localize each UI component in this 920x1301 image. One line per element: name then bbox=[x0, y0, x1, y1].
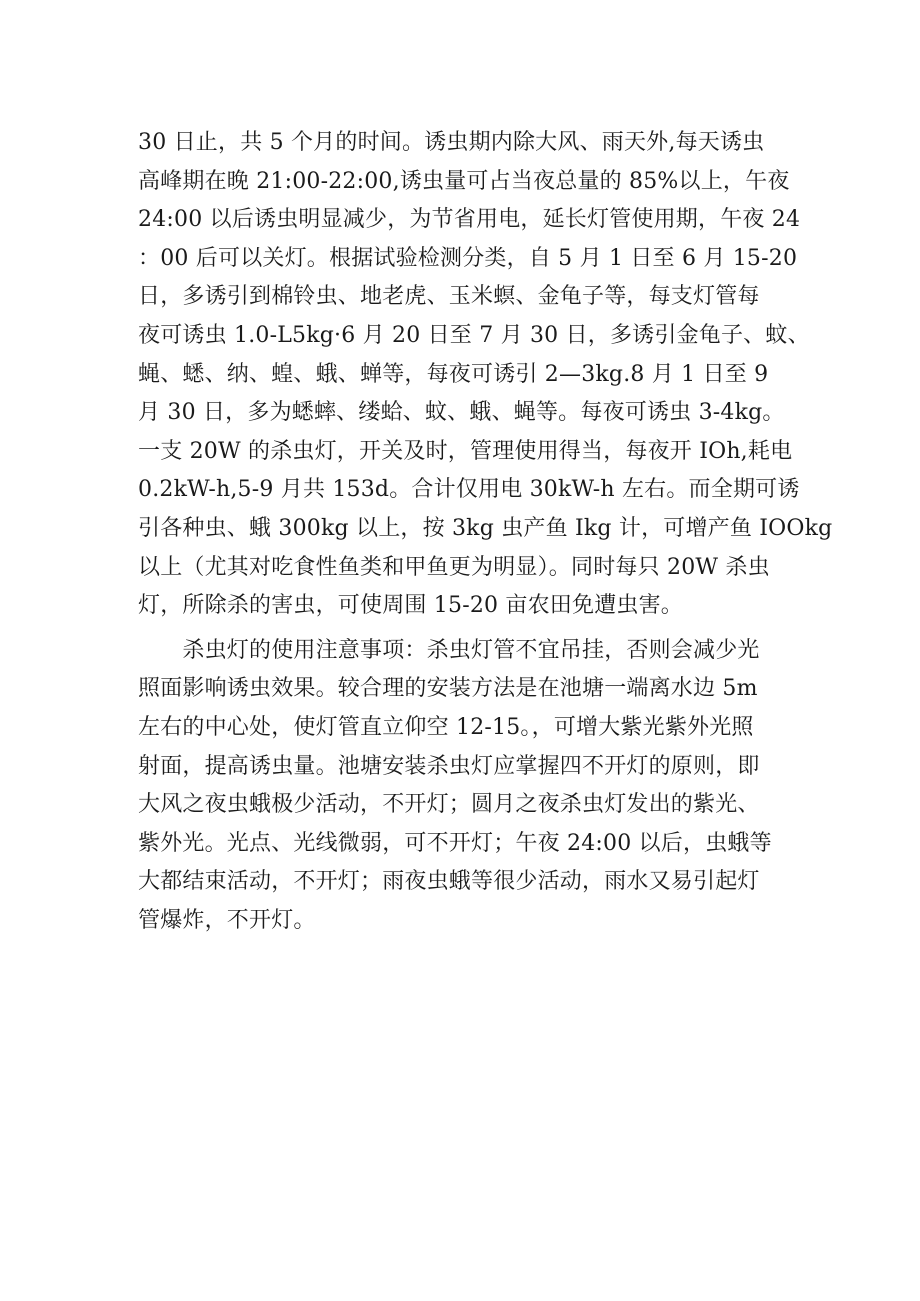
paragraph-line: 30 日止，共 5 个月的时间。诱虫期内除大风、雨天外,每天诱虫 bbox=[138, 130, 765, 155]
paragraph-line: 杀虫灯的使用注意事项：杀虫灯管不宜吊挂，否则会减少光 bbox=[138, 637, 760, 663]
paragraph-line: 月 30 日，多为蟋蟀、缕蛤、蚊、蛾、蝇等。每夜可诱虫 3-4kg。 bbox=[138, 400, 785, 426]
paragraph-line: 以上（尤其对吃食性鱼类和甲鱼更为明显）。同时每只 20W 杀虫 bbox=[138, 554, 770, 580]
paragraph-line: 紫外光。光点、光线微弱，可不开灯；午夜 24:00 以后，虫蛾等 bbox=[138, 830, 772, 856]
paragraph-1 bbox=[138, 124, 833, 626]
paragraph-line: 日，多诱引到棉铃虫、地老虎、玉米螟、金龟子等，每支灯管每 bbox=[138, 284, 760, 310]
paragraph-line: 大风之夜虫蛾极少活动，不开灯；圆月之夜杀虫灯发出的紫光、 bbox=[138, 792, 760, 818]
paragraph-line: 大都结束活动，不开灯；雨夜虫蛾等很少活动，雨水又易引起灯 bbox=[138, 869, 760, 895]
paragraph-line: 引各种虫、蛾 300kg 以上，按 3kg 虫产鱼 Ikg 计，可增产鱼 IOOkg bbox=[138, 515, 833, 541]
paragraph-line: 蝇、蟋、纳、蝗、蛾、蝉等，每夜可诱引 2—3kg.8 月 1 日至 9 bbox=[138, 361, 769, 387]
paragraph-line: 管爆炸，不开灯。 bbox=[138, 907, 316, 933]
paragraph-line: 0.2kW-h,5-9 月共 153d。合计仅用电 30kW-h 左右。而全期可诱 bbox=[138, 477, 800, 503]
paragraph-line: 24:00 以后诱虫明显减少，为节省用电，延长灯管使用期，午夜 24 bbox=[138, 207, 801, 233]
paragraph-line: 夜可诱虫 1.0-L5kg·6 月 20 日至 7 月 30 日，多诱引金龟子、蚊、 bbox=[138, 322, 810, 348]
paragraph-line: 一支 20W 的杀虫灯，开关及时，管理使用得当，每夜开 IOh,耗电 bbox=[138, 438, 793, 464]
paragraph-line: 左右的中心处，使灯管直立仰空 12-15。，可增大紫光紫外光照 bbox=[138, 714, 754, 740]
paragraph-line: ：00 后可以关灯。根据试验检测分类，自 5 月 1 日至 6 月 15-20 bbox=[138, 245, 798, 271]
paragraph-line: 高峰期在晚 21:00-22:00,诱虫量可占当夜总量的 85%以上，午夜 bbox=[138, 168, 790, 194]
document-body bbox=[138, 124, 833, 940]
paragraph-2 bbox=[138, 632, 788, 941]
paragraph-line: 照面影响诱虫效果。较合理的安装方法是在池塘一端离水边 5m bbox=[138, 676, 758, 702]
paragraph-line: 灯，所除杀的害虫，可使周围 15-20 亩农田免遭虫害。 bbox=[138, 593, 684, 619]
paragraph-line: 射面，提高诱虫量。池塘安装杀虫灯应掌握四不开灯的原则，即 bbox=[138, 753, 760, 779]
